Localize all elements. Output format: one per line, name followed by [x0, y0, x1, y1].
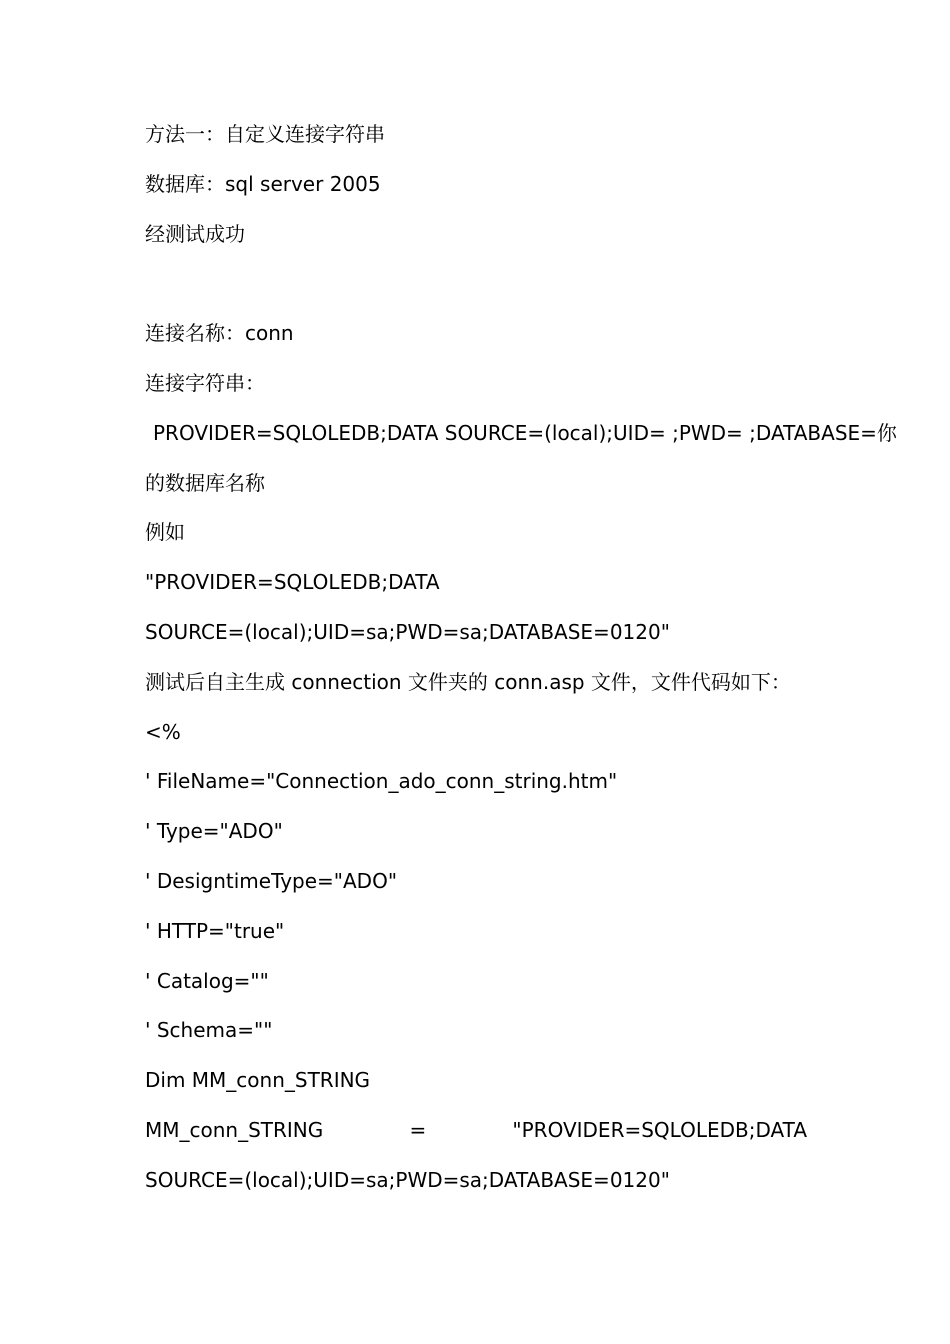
code-dim-statement: Dim MM_conn_STRING — [145, 1068, 371, 1093]
code-comment-http: ' HTTP="true" — [145, 918, 285, 943]
code-assignment-continued: SOURCE=(local);UID=sa;PWD=sa;DATABASE=0120" — [145, 1167, 670, 1192]
connection-string-label: 连接字符串： — [145, 370, 265, 395]
example-label: 例如 — [145, 520, 185, 545]
code-comment-type: ' Type="ADO" — [145, 819, 283, 844]
document-body — [145, 110, 897, 1206]
blank-line — [145, 259, 810, 309]
test-result-line: 经测试成功 — [145, 221, 245, 246]
generated-file-description: 测试后自主生成 connection 文件夹的 conn.asp 文件，文件代码如下： — [145, 669, 791, 694]
code-comment-designtime-type: ' DesigntimeType="ADO" — [145, 868, 398, 893]
code-assignment-line — [145, 1106, 807, 1156]
connection-string-template-continued: 的数据库名称 — [145, 470, 265, 495]
example-string-part-2: SOURCE=(local);UID=sa;PWD=sa;DATABASE=0120" — [145, 619, 670, 644]
code-comment-catalog: ' Catalog="" — [145, 968, 269, 993]
example-string-part-1: "PROVIDER=SQLOLEDB;DATA — [145, 570, 440, 595]
code-comment-schema: ' Schema="" — [145, 1018, 273, 1043]
assignment-operator: = — [409, 1117, 427, 1142]
connection-name-line: 连接名称：conn — [145, 321, 294, 346]
assignment-variable: MM_conn_STRING — [145, 1117, 324, 1142]
assignment-value: "PROVIDER=SQLOLEDB;DATA — [512, 1117, 807, 1142]
heading-method-one: 方法一：自定义连接字符串 — [145, 122, 385, 146]
connection-string-template: PROVIDER=SQLOLEDB;DATA SOURCE=(local);UID= ;PWD= ;DATABASE=你 — [153, 420, 897, 445]
code-open-tag: <% — [145, 719, 181, 744]
code-comment-filename: ' FileName="Connection_ado_conn_string.htm" — [145, 769, 618, 794]
database-line: 数据库：sql server 2005 — [145, 171, 381, 196]
